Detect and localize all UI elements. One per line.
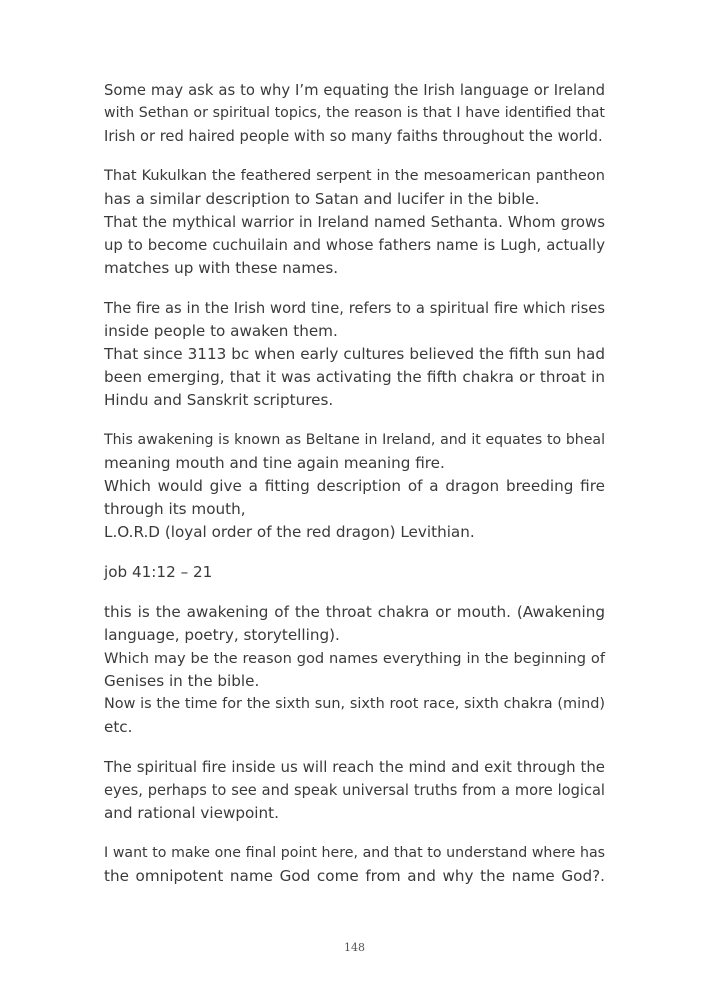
paragraph bbox=[104, 842, 605, 888]
text-line: Genises in the bible. bbox=[104, 672, 260, 690]
text-line: The spiritual fire inside us will reach the mind and exit through the bbox=[104, 758, 605, 776]
paragraph bbox=[104, 756, 605, 825]
text-line: I want to make one final point here, and that to understand where has bbox=[104, 845, 605, 861]
text-line: Now is the time for the sixth sun, sixth root race, sixth chakra (mind) bbox=[104, 696, 605, 712]
text-line: been emerging, that it was activating the fifth chakra or throat in bbox=[104, 368, 605, 386]
text-line: with Sethan or spiritual topics, the reason is that I have identified that bbox=[104, 105, 605, 121]
text-line: meaning mouth and tine again meaning fire. bbox=[104, 454, 445, 472]
text-line: job 41:12 – 21 bbox=[104, 563, 213, 581]
text-line: and rational viewpoint. bbox=[104, 804, 279, 822]
paragraph bbox=[104, 297, 605, 412]
text-line: the omnipotent name God come from and why the name God?. bbox=[104, 867, 605, 885]
text-line: etc. bbox=[104, 718, 133, 736]
text-line: That the mythical warrior in Ireland named Sethanta. Whom grows bbox=[104, 213, 605, 231]
text-line: matches up with these names. bbox=[104, 259, 339, 277]
bible-reference bbox=[104, 561, 605, 584]
text-line: inside people to awaken them. bbox=[104, 322, 338, 340]
text-line: That Kukulkan the feathered serpent in the mesoamerican pantheon bbox=[104, 168, 605, 184]
text-line: language, poetry, storytelling). bbox=[104, 626, 340, 644]
text-line: has a similar description to Satan and lucifer in the bible. bbox=[104, 190, 540, 208]
text-line: That since 3113 bc when early cultures believed the fifth sun had bbox=[104, 345, 605, 363]
text-line: this is the awakening of the throat chakra or mouth. (Awakening bbox=[104, 603, 605, 621]
page-number: 148 bbox=[344, 941, 365, 954]
text-line: The fire as in the Irish word tine, refers to a spiritual fire which rises bbox=[104, 300, 605, 317]
body-text bbox=[104, 79, 605, 905]
paragraph bbox=[104, 79, 605, 148]
text-line: Irish or red haired people with so many faiths throughout the world. bbox=[104, 128, 603, 145]
paragraph bbox=[104, 165, 605, 280]
text-line: This awakening is known as Beltane in Ireland, and it equates to bheal bbox=[104, 432, 605, 448]
paragraph bbox=[104, 429, 605, 544]
text-line: Some may ask as to why I’m equating the Irish language or Ireland bbox=[104, 82, 605, 99]
text-line: Hindu and Sanskrit scriptures. bbox=[104, 391, 334, 409]
text-line: eyes, perhaps to see and speak universal truths from a more logical bbox=[104, 782, 605, 799]
paragraph bbox=[104, 601, 605, 739]
text-line: Which may be the reason god names everything in the beginning of bbox=[104, 650, 605, 667]
text-line: up to become cuchuilain and whose fathers name is Lugh, actually bbox=[104, 236, 605, 254]
text-line: Which would give a fitting description of a dragon breeding fire bbox=[104, 477, 605, 495]
text-line: through its mouth, bbox=[104, 500, 246, 518]
text-line: L.O.R.D (loyal order of the red dragon) Levithian. bbox=[104, 523, 475, 541]
